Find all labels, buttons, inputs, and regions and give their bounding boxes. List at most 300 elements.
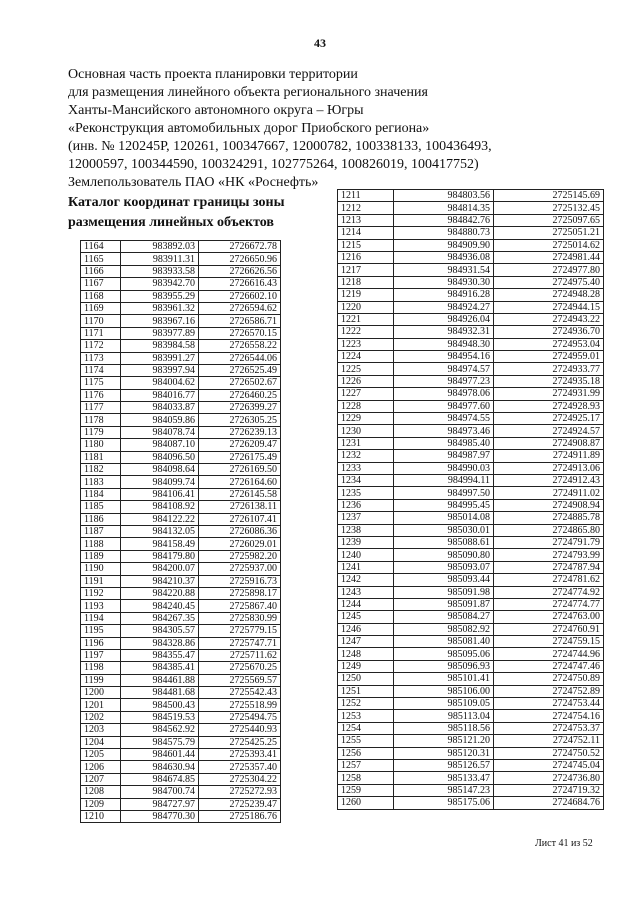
point-number-cell: 1186: [81, 513, 121, 525]
table-row: [338, 710, 604, 722]
table-row: [81, 662, 281, 674]
table-row: [338, 512, 604, 524]
x-coordinate-cell: 985081.40: [394, 636, 494, 648]
x-coordinate-cell: 983911.31: [121, 253, 199, 265]
x-coordinate-cell: 985118.56: [394, 722, 494, 734]
x-coordinate-cell: 984926.04: [394, 313, 494, 325]
point-number-cell: 1228: [338, 400, 394, 412]
catalog-title: [68, 193, 318, 233]
x-coordinate-cell: 983977.89: [121, 327, 199, 339]
y-coordinate-cell: 2725494.75: [199, 711, 281, 723]
point-number-cell: 1178: [81, 414, 121, 426]
x-coordinate-cell: 985091.98: [394, 586, 494, 598]
table-row: [338, 375, 604, 387]
x-coordinate-cell: 985175.06: [394, 797, 494, 809]
table-row: [338, 524, 604, 536]
y-coordinate-cell: 2724943.22: [494, 313, 604, 325]
y-coordinate-cell: 2725304.22: [199, 773, 281, 785]
y-coordinate-cell: 2725145.69: [494, 190, 604, 202]
point-number-cell: 1208: [81, 786, 121, 798]
header-line: для размещения линейного объекта регионального значения: [68, 85, 428, 100]
point-number-cell: 1210: [81, 810, 121, 822]
y-coordinate-cell: 2724928.93: [494, 400, 604, 412]
x-coordinate-cell: 984985.40: [394, 437, 494, 449]
point-number-cell: 1241: [338, 561, 394, 573]
table-row: [81, 241, 281, 253]
table-row: [81, 587, 281, 599]
y-coordinate-cell: 2725982.20: [199, 550, 281, 562]
point-number-cell: 1218: [338, 276, 394, 288]
table-row: [81, 711, 281, 723]
x-coordinate-cell: 984210.37: [121, 575, 199, 587]
x-coordinate-cell: 984803.56: [394, 190, 494, 202]
x-coordinate-cell: 984994.11: [394, 474, 494, 486]
x-coordinate-cell: 983961.32: [121, 302, 199, 314]
y-coordinate-cell: 2726616.43: [199, 278, 281, 290]
y-coordinate-cell: 2725132.45: [494, 202, 604, 214]
y-coordinate-cell: 2725670.25: [199, 662, 281, 674]
point-number-cell: 1253: [338, 710, 394, 722]
x-coordinate-cell: 984995.45: [394, 499, 494, 511]
point-number-cell: 1249: [338, 660, 394, 672]
y-coordinate-cell: 2726594.62: [199, 302, 281, 314]
table-row: [338, 276, 604, 288]
table-row: [81, 278, 281, 290]
table-row: [338, 623, 604, 635]
y-coordinate-cell: 2725747.71: [199, 637, 281, 649]
table-row: [81, 612, 281, 624]
point-number-cell: 1230: [338, 425, 394, 437]
point-number-cell: 1201: [81, 699, 121, 711]
table-row: [81, 687, 281, 699]
x-coordinate-cell: 984240.45: [121, 600, 199, 612]
y-coordinate-cell: 2724908.87: [494, 437, 604, 449]
x-coordinate-cell: 985095.06: [394, 648, 494, 660]
point-number-cell: 1217: [338, 264, 394, 276]
x-coordinate-cell: 983997.94: [121, 364, 199, 376]
y-coordinate-cell: 2724912.43: [494, 474, 604, 486]
header-line: Землепользователь ПАО «НК «Роснефть»: [68, 175, 319, 190]
x-coordinate-cell: 984267.35: [121, 612, 199, 624]
table-row: [338, 487, 604, 499]
table-row: [338, 586, 604, 598]
x-coordinate-cell: 984562.92: [121, 724, 199, 736]
y-coordinate-cell: 2724752.89: [494, 685, 604, 697]
point-number-cell: 1173: [81, 352, 121, 364]
point-number-cell: 1207: [81, 773, 121, 785]
x-coordinate-cell: 984916.28: [394, 289, 494, 301]
y-coordinate-cell: 2724774.77: [494, 598, 604, 610]
y-coordinate-cell: 2724781.62: [494, 574, 604, 586]
x-coordinate-cell: 984909.90: [394, 239, 494, 251]
x-coordinate-cell: 984987.97: [394, 450, 494, 462]
y-coordinate-cell: 2724719.32: [494, 784, 604, 796]
point-number-cell: 1170: [81, 315, 121, 327]
table-row: [338, 784, 604, 796]
table-row: [338, 437, 604, 449]
y-coordinate-cell: 2726502.67: [199, 377, 281, 389]
y-coordinate-cell: 2726586.71: [199, 315, 281, 327]
y-coordinate-cell: 2724908.94: [494, 499, 604, 511]
table-row: [81, 761, 281, 773]
x-coordinate-cell: 984179.80: [121, 550, 199, 562]
table-row: [338, 326, 604, 338]
point-number-cell: 1199: [81, 674, 121, 686]
point-number-cell: 1247: [338, 636, 394, 648]
y-coordinate-cell: 2726239.13: [199, 426, 281, 438]
table-row: [338, 202, 604, 214]
y-coordinate-cell: 2725014.62: [494, 239, 604, 251]
y-coordinate-cell: 2724931.99: [494, 388, 604, 400]
point-number-cell: 1235: [338, 487, 394, 499]
x-coordinate-cell: 985109.05: [394, 698, 494, 710]
point-number-cell: 1234: [338, 474, 394, 486]
x-coordinate-cell: 985082.92: [394, 623, 494, 635]
point-number-cell: 1179: [81, 426, 121, 438]
point-number-cell: 1225: [338, 363, 394, 375]
y-coordinate-cell: 2726460.25: [199, 389, 281, 401]
point-number-cell: 1248: [338, 648, 394, 660]
x-coordinate-cell: 984814.35: [394, 202, 494, 214]
table-row: [81, 253, 281, 265]
x-coordinate-cell: 985121.20: [394, 735, 494, 747]
x-coordinate-cell: 985147.23: [394, 784, 494, 796]
point-number-cell: 1171: [81, 327, 121, 339]
y-coordinate-cell: 2724747.46: [494, 660, 604, 672]
coordinates-table-left: [80, 240, 281, 823]
table-row: [81, 600, 281, 612]
table-row: [338, 450, 604, 462]
y-coordinate-cell: 2724793.99: [494, 549, 604, 561]
y-coordinate-cell: 2725542.43: [199, 687, 281, 699]
table-row: [81, 327, 281, 339]
x-coordinate-cell: 984385.41: [121, 662, 199, 674]
table-row: [81, 525, 281, 537]
table-row: [338, 351, 604, 363]
x-coordinate-cell: 983967.16: [121, 315, 199, 327]
x-coordinate-cell: 984122.22: [121, 513, 199, 525]
table-row: [338, 747, 604, 759]
point-number-cell: 1222: [338, 326, 394, 338]
point-number-cell: 1229: [338, 413, 394, 425]
table-row: [81, 389, 281, 401]
y-coordinate-cell: 2726399.27: [199, 402, 281, 414]
point-number-cell: 1204: [81, 736, 121, 748]
point-number-cell: 1250: [338, 673, 394, 685]
point-number-cell: 1209: [81, 798, 121, 810]
table-row: [81, 340, 281, 352]
x-coordinate-cell: 985120.31: [394, 747, 494, 759]
header-line: «Реконструкция автомобильных дорог Приобского региона»: [68, 121, 430, 136]
point-number-cell: 1232: [338, 450, 394, 462]
point-number-cell: 1246: [338, 623, 394, 635]
y-coordinate-cell: 2724759.15: [494, 636, 604, 648]
y-coordinate-cell: 2724753.44: [494, 698, 604, 710]
point-number-cell: 1194: [81, 612, 121, 624]
x-coordinate-cell: 984630.94: [121, 761, 199, 773]
y-coordinate-cell: 2725393.41: [199, 749, 281, 761]
table-row: [338, 636, 604, 648]
point-number-cell: 1188: [81, 538, 121, 550]
point-number-cell: 1197: [81, 649, 121, 661]
table-row: [338, 574, 604, 586]
point-number-cell: 1245: [338, 611, 394, 623]
point-number-cell: 1177: [81, 402, 121, 414]
table-row: [338, 698, 604, 710]
x-coordinate-cell: 984033.87: [121, 402, 199, 414]
x-coordinate-cell: 984355.47: [121, 649, 199, 661]
table-row: [81, 798, 281, 810]
y-coordinate-cell: 2724774.92: [494, 586, 604, 598]
x-coordinate-cell: 984770.30: [121, 810, 199, 822]
point-number-cell: 1260: [338, 797, 394, 809]
page-number: 43: [314, 36, 326, 50]
table-row: [81, 315, 281, 327]
y-coordinate-cell: 2724913.06: [494, 462, 604, 474]
x-coordinate-cell: 984954.16: [394, 351, 494, 363]
y-coordinate-cell: 2724787.94: [494, 561, 604, 573]
catalog-title-line: Каталог координат границы зоны: [68, 195, 285, 210]
x-coordinate-cell: 983892.03: [121, 241, 199, 253]
point-number-cell: 1244: [338, 598, 394, 610]
y-coordinate-cell: 2724885.78: [494, 512, 604, 524]
x-coordinate-cell: 984087.10: [121, 439, 199, 451]
x-coordinate-cell: 984096.50: [121, 451, 199, 463]
point-number-cell: 1205: [81, 749, 121, 761]
x-coordinate-cell: 984880.73: [394, 227, 494, 239]
point-number-cell: 1182: [81, 464, 121, 476]
x-coordinate-cell: 984948.30: [394, 338, 494, 350]
y-coordinate-cell: 2725830.99: [199, 612, 281, 624]
y-coordinate-cell: 2726169.50: [199, 464, 281, 476]
table-row: [81, 773, 281, 785]
y-coordinate-cell: 2724911.89: [494, 450, 604, 462]
table-row: [338, 251, 604, 263]
y-coordinate-cell: 2725916.73: [199, 575, 281, 587]
table-row: [81, 810, 281, 822]
x-coordinate-cell: 984674.85: [121, 773, 199, 785]
table-row: [338, 722, 604, 734]
point-number-cell: 1189: [81, 550, 121, 562]
table-row: [81, 265, 281, 277]
y-coordinate-cell: 2726570.15: [199, 327, 281, 339]
table-row: [81, 550, 281, 562]
x-coordinate-cell: 984078.74: [121, 426, 199, 438]
y-coordinate-cell: 2726602.10: [199, 290, 281, 302]
point-number-cell: 1185: [81, 501, 121, 513]
header-line: Ханты-Мансийского автономного округа – Югры: [68, 103, 364, 118]
y-coordinate-cell: 2725097.65: [494, 214, 604, 226]
point-number-cell: 1233: [338, 462, 394, 474]
x-coordinate-cell: 984842.76: [394, 214, 494, 226]
y-coordinate-cell: 2726650.96: [199, 253, 281, 265]
x-coordinate-cell: 984997.50: [394, 487, 494, 499]
x-coordinate-cell: 984974.55: [394, 413, 494, 425]
point-number-cell: 1220: [338, 301, 394, 313]
y-coordinate-cell: 2724745.04: [494, 759, 604, 771]
y-coordinate-cell: 2725569.57: [199, 674, 281, 686]
point-number-cell: 1193: [81, 600, 121, 612]
x-coordinate-cell: 984973.46: [394, 425, 494, 437]
point-number-cell: 1242: [338, 574, 394, 586]
point-number-cell: 1212: [338, 202, 394, 214]
point-number-cell: 1190: [81, 563, 121, 575]
table-row: [338, 474, 604, 486]
header-line: (инв. № 120245Р, 120261, 100347667, 12000782, 100338133, 100436493,: [68, 139, 492, 154]
table-row: [81, 352, 281, 364]
point-number-cell: 1256: [338, 747, 394, 759]
point-number-cell: 1215: [338, 239, 394, 251]
x-coordinate-cell: 984977.60: [394, 400, 494, 412]
y-coordinate-cell: 2726558.22: [199, 340, 281, 352]
x-coordinate-cell: 983942.70: [121, 278, 199, 290]
point-number-cell: 1176: [81, 389, 121, 401]
table-row: [338, 598, 604, 610]
y-coordinate-cell: 2725051.21: [494, 227, 604, 239]
x-coordinate-cell: 985106.00: [394, 685, 494, 697]
y-coordinate-cell: 2725937.00: [199, 563, 281, 575]
x-coordinate-cell: 984220.88: [121, 587, 199, 599]
point-number-cell: 1203: [81, 724, 121, 736]
table-row: [338, 772, 604, 784]
table-row: [81, 575, 281, 587]
table-row: [81, 649, 281, 661]
point-number-cell: 1231: [338, 437, 394, 449]
x-coordinate-cell: 984004.62: [121, 377, 199, 389]
table-row: [81, 625, 281, 637]
table-row: [338, 413, 604, 425]
point-number-cell: 1237: [338, 512, 394, 524]
x-coordinate-cell: 984575.79: [121, 736, 199, 748]
point-number-cell: 1258: [338, 772, 394, 784]
point-number-cell: 1219: [338, 289, 394, 301]
y-coordinate-cell: 2725357.40: [199, 761, 281, 773]
table-row: [81, 538, 281, 550]
table-body: [81, 241, 281, 823]
y-coordinate-cell: 2724948.28: [494, 289, 604, 301]
point-number-cell: 1213: [338, 214, 394, 226]
y-coordinate-cell: 2725518.99: [199, 699, 281, 711]
y-coordinate-cell: 2725425.25: [199, 736, 281, 748]
point-number-cell: 1165: [81, 253, 121, 265]
x-coordinate-cell: 985030.01: [394, 524, 494, 536]
y-coordinate-cell: 2724763.00: [494, 611, 604, 623]
x-coordinate-cell: 984059.86: [121, 414, 199, 426]
point-number-cell: 1251: [338, 685, 394, 697]
point-number-cell: 1172: [81, 340, 121, 352]
x-coordinate-cell: 985093.07: [394, 561, 494, 573]
x-coordinate-cell: 983984.58: [121, 340, 199, 352]
x-coordinate-cell: 985126.57: [394, 759, 494, 771]
y-coordinate-cell: 2726544.06: [199, 352, 281, 364]
point-number-cell: 1195: [81, 625, 121, 637]
table-row: [338, 388, 604, 400]
x-coordinate-cell: 984924.27: [394, 301, 494, 313]
y-coordinate-cell: 2726029.01: [199, 538, 281, 550]
point-number-cell: 1255: [338, 735, 394, 747]
y-coordinate-cell: 2724953.04: [494, 338, 604, 350]
x-coordinate-cell: 984200.07: [121, 563, 199, 575]
x-coordinate-cell: 984099.74: [121, 476, 199, 488]
table-row: [81, 488, 281, 500]
sheet-label: Лист 41 из 52: [535, 838, 593, 849]
table-row: [338, 759, 604, 771]
y-coordinate-cell: 2724750.89: [494, 673, 604, 685]
point-number-cell: 1259: [338, 784, 394, 796]
x-coordinate-cell: 984978.06: [394, 388, 494, 400]
point-number-cell: 1191: [81, 575, 121, 587]
y-coordinate-cell: 2724981.44: [494, 251, 604, 263]
y-coordinate-cell: 2724925.17: [494, 413, 604, 425]
document-header: [68, 66, 538, 192]
table-row: [81, 377, 281, 389]
point-number-cell: 1257: [338, 759, 394, 771]
y-coordinate-cell: 2724933.77: [494, 363, 604, 375]
table-row: [338, 425, 604, 437]
point-number-cell: 1202: [81, 711, 121, 723]
point-number-cell: 1196: [81, 637, 121, 649]
x-coordinate-cell: 985093.44: [394, 574, 494, 586]
y-coordinate-cell: 2724753.37: [494, 722, 604, 734]
point-number-cell: 1175: [81, 377, 121, 389]
x-coordinate-cell: 984481.68: [121, 687, 199, 699]
table-row: [81, 290, 281, 302]
table-row: [81, 786, 281, 798]
table-row: [338, 400, 604, 412]
table-row: [81, 426, 281, 438]
table-row: [338, 313, 604, 325]
point-number-cell: 1238: [338, 524, 394, 536]
y-coordinate-cell: 2726164.60: [199, 476, 281, 488]
table-row: [81, 637, 281, 649]
y-coordinate-cell: 2724977.80: [494, 264, 604, 276]
table-row: [338, 214, 604, 226]
table-row: [81, 699, 281, 711]
catalog-title-line: размещения линейных объектов: [68, 215, 274, 230]
x-coordinate-cell: 984932.31: [394, 326, 494, 338]
header-line: Основная часть проекта планировки территории: [68, 67, 358, 82]
y-coordinate-cell: 2724911.02: [494, 487, 604, 499]
y-coordinate-cell: 2724935.18: [494, 375, 604, 387]
x-coordinate-cell: 985090.80: [394, 549, 494, 561]
y-coordinate-cell: 2724975.40: [494, 276, 604, 288]
point-number-cell: 1240: [338, 549, 394, 561]
table-row: [338, 561, 604, 573]
y-coordinate-cell: 2726626.56: [199, 265, 281, 277]
table-row: [338, 239, 604, 251]
x-coordinate-cell: 985096.93: [394, 660, 494, 672]
point-number-cell: 1236: [338, 499, 394, 511]
y-coordinate-cell: 2725711.62: [199, 649, 281, 661]
x-coordinate-cell: 984601.44: [121, 749, 199, 761]
table-row: [81, 451, 281, 463]
x-coordinate-cell: 984930.30: [394, 276, 494, 288]
coordinates-table-right: [337, 189, 604, 810]
table-row: [338, 549, 604, 561]
point-number-cell: 1180: [81, 439, 121, 451]
x-coordinate-cell: 985091.87: [394, 598, 494, 610]
point-number-cell: 1181: [81, 451, 121, 463]
y-coordinate-cell: 2724744.96: [494, 648, 604, 660]
y-coordinate-cell: 2726145.58: [199, 488, 281, 500]
table-row: [338, 289, 604, 301]
point-number-cell: 1239: [338, 536, 394, 548]
point-number-cell: 1254: [338, 722, 394, 734]
y-coordinate-cell: 2726107.41: [199, 513, 281, 525]
table-row: [338, 462, 604, 474]
y-coordinate-cell: 2724752.11: [494, 735, 604, 747]
x-coordinate-cell: 984500.43: [121, 699, 199, 711]
